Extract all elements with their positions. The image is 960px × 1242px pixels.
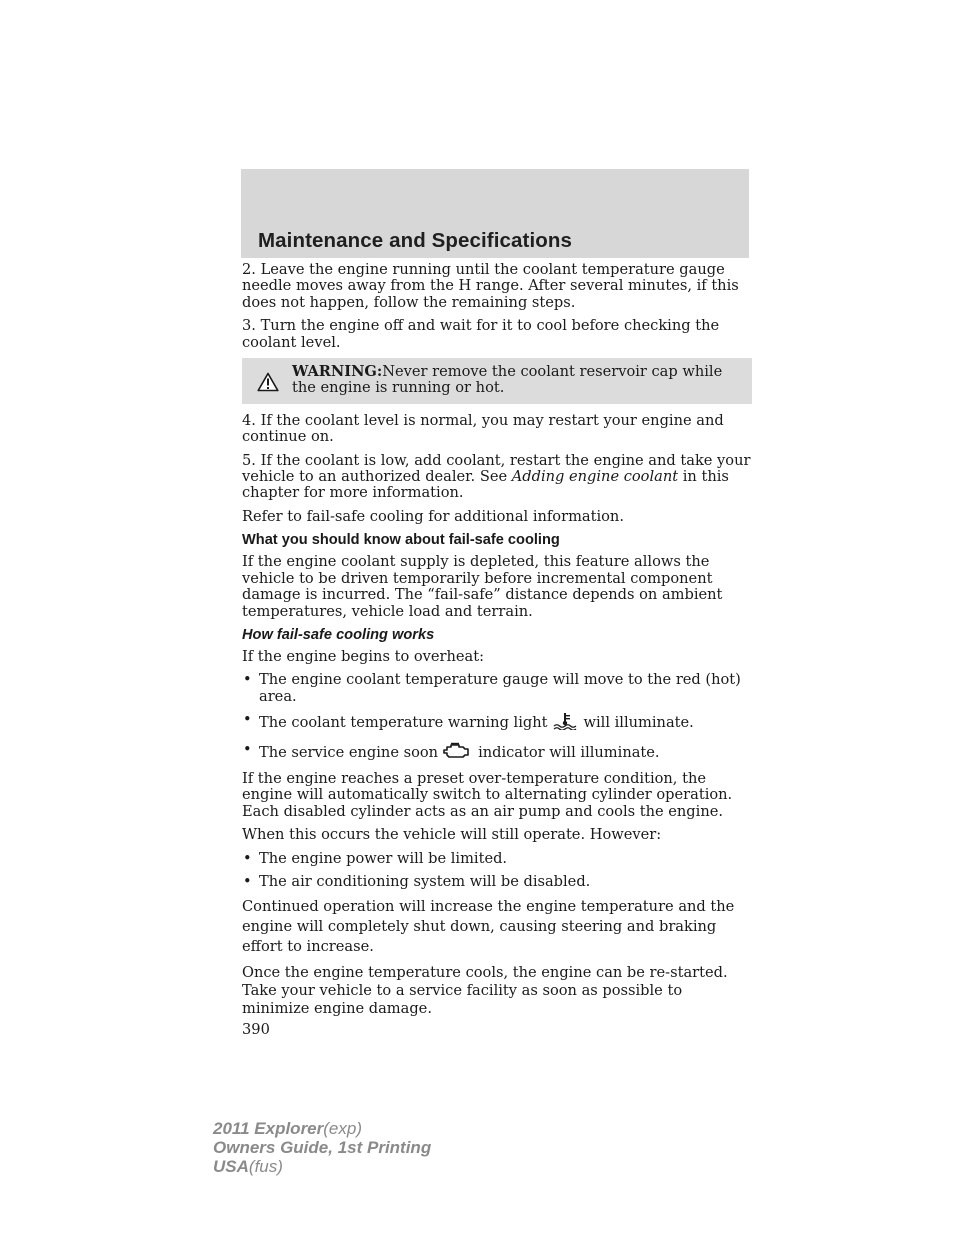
step-4: 4. If the coolant level is normal, you may restart your engine and continue on. <box>242 411 724 446</box>
bullet-dot: • <box>243 872 252 890</box>
footer-model: 2011 Explorer <box>213 1119 324 1138</box>
step-5-text: 5. If the coolant is low, add coolant, restart the engine and take your vehicle to an authorized dealer. See <box>242 451 751 486</box>
list-item <box>242 851 754 867</box>
overheat-intro: If the engine begins to overheat: <box>242 647 485 665</box>
bullet-dot: • <box>243 711 252 729</box>
list-item <box>242 742 754 764</box>
list-item-text: The service engine soon <box>259 743 439 761</box>
list-item <box>242 712 754 734</box>
step-3: 3. Turn the engine off and wait for it to cool before checking the coolant level. <box>242 317 720 351</box>
list-item <box>242 874 754 890</box>
footer-line-2: Owners Guide, 1st Printing <box>213 1138 432 1157</box>
list-item-text-end: indicator will illuminate. <box>478 743 660 761</box>
cross-reference-link[interactable]: Adding engine coolant <box>511 468 679 486</box>
bullet-dot: • <box>243 740 252 758</box>
footer-model-code: (exp) <box>323 1119 362 1138</box>
step-5-text-end: in this chapter for more information. <box>242 468 729 502</box>
check-engine-icon <box>442 742 472 764</box>
print-footer <box>213 1119 431 1176</box>
coolant-temperature-icon <box>552 712 578 734</box>
list-item <box>242 672 754 705</box>
failsafe-intro: If the engine coolant supply is depleted, this feature allows the vehicle to be driven temporarily before incremental component damage is incurred. The “fail-safe” distance depends on ambient temperatures, vehicle load and terrain. <box>242 553 723 620</box>
when-occurs: When this occurs the vehicle will still operate. However: <box>242 826 662 844</box>
warning-box <box>242 358 752 404</box>
warning-label: WARNING: <box>292 363 383 381</box>
step-2: 2. Leave the engine running until the coolant temperature gauge needle moves away from the H range. After several minutes, if this does not happen, follow the remaining steps. <box>242 261 739 311</box>
list-item-text: The engine power will be limited. <box>259 849 508 867</box>
how-failsafe-heading: How fail-safe cooling works <box>242 626 435 643</box>
failsafe-heading: What you should know about fail-safe cooling <box>242 532 560 549</box>
list-item-text: The air conditioning system will be disabled. <box>259 872 591 890</box>
page-number: 390 <box>242 1021 270 1039</box>
page-body <box>242 262 754 1039</box>
list-item-text-end: will illuminate. <box>583 714 694 732</box>
footer-market-code: (fus) <box>248 1157 283 1176</box>
preset-condition: If the engine reaches a preset over-temperature condition, the engine will automatically switch to alternating cylinder operation. Each disabled cylinder acts as an air pump and cools the engine. <box>242 769 733 820</box>
refer-note: Refer to fail-safe cooling for additional information. <box>242 507 624 525</box>
warning-text: Never remove the coolant reservoir cap while the engine is running or hot. <box>292 363 723 397</box>
overheat-list <box>242 672 754 764</box>
section-title: Maintenance and Specifications <box>258 229 572 252</box>
list-item-text: The coolant temperature warning light <box>259 714 548 732</box>
footer-market: USA <box>213 1157 249 1176</box>
warning-triangle-icon <box>257 372 279 396</box>
footer-line-1 <box>213 1119 431 1138</box>
bullet-dot: • <box>243 671 252 689</box>
continued-operation: Continued operation will increase the engine temperature and the engine will completely shut down, causing steering and braking effort to increase. <box>242 898 735 956</box>
once-cooled: Once the engine temperature cools, the engine can be re-started. Take your vehicle to a service facility as soon as possible to minimize engine damage. <box>242 964 728 1018</box>
footer-line-3 <box>213 1157 431 1176</box>
list-item-text: The engine coolant temperature gauge will move to the red (hot) area. <box>259 671 741 705</box>
bullet-dot: • <box>243 849 252 867</box>
step-5 <box>242 453 754 502</box>
limitations-list <box>242 851 754 891</box>
section-header <box>241 169 749 258</box>
